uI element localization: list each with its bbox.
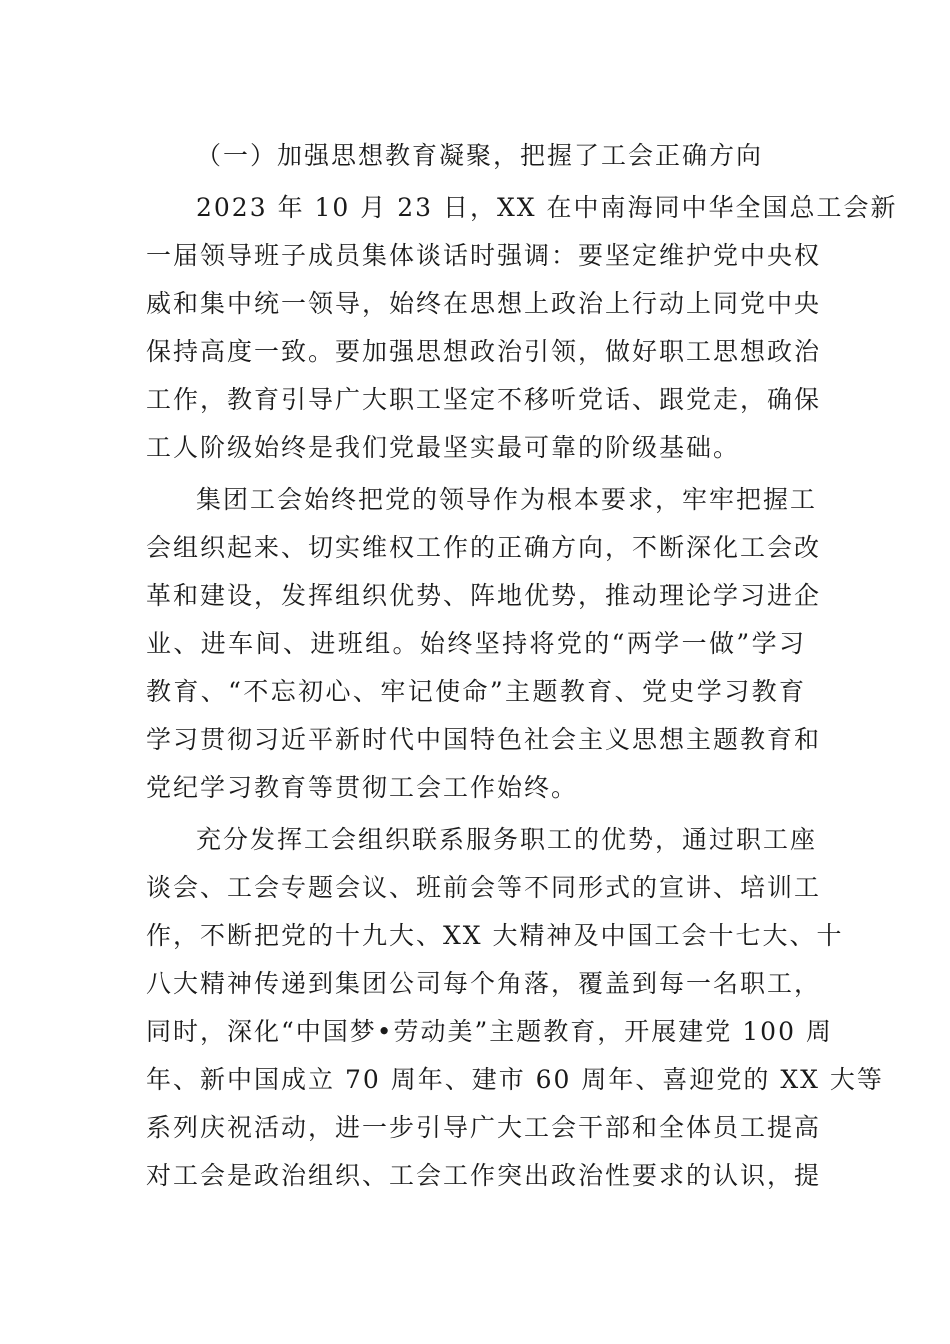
- paragraph-1-line-4: 保持高度一致。要加强思想政治引领，做好职工思想政治: [146, 337, 822, 366]
- paragraph-3-line-6: 年、新中国成立 70 周年、建市 60 周年、喜迎党的 XX 大等: [146, 1065, 884, 1094]
- section-heading: （一）加强思想教育凝聚，把握了工会正确方向: [196, 141, 764, 170]
- paragraph-1-line-5: 工作，教育引导广大职工坚定不移听党话、跟党走，确保: [146, 385, 822, 414]
- paragraph-1-line-2: 一届领导班子成员集体谈话时强调：要坚定维护党中央权: [146, 241, 822, 270]
- paragraph-2-line-3: 革和建设，发挥组织优势、阵地优势，推动理论学习进企: [146, 581, 822, 610]
- paragraph-2-line-6: 学习贯彻习近平新时代中国特色社会主义思想主题教育和: [146, 725, 822, 754]
- paragraph-3-line-3: 作，不断把党的十九大、XX 大精神及中国工会十七大、十: [146, 921, 844, 950]
- paragraph-3-line-4: 八大精神传递到集团公司每个角落，覆盖到每一名职工，: [146, 969, 822, 998]
- paragraph-3-line-1: 充分发挥工会组织联系服务职工的优势，通过职工座: [196, 825, 818, 854]
- paragraph-2-line-2: 会组织起来、切实维权工作的正确方向，不断深化工会改: [146, 533, 822, 562]
- paragraph-2-line-4: 业、进车间、进班组。始终坚持将党的“两学一做”学习: [146, 629, 806, 658]
- paragraph-1-line-1: 2023 年 10 月 23 日，XX 在中南海同中华全国总工会新: [196, 193, 898, 222]
- paragraph-3-line-5: 同时，深化“中国梦•劳动美”主题教育，开展建党 100 周: [146, 1017, 833, 1046]
- paragraph-3-line-7: 系列庆祝活动，进一步引导广大工会干部和全体员工提高: [146, 1113, 822, 1142]
- paragraph-2-line-7: 党纪学习教育等贯彻工会工作始终。: [146, 773, 579, 802]
- paragraph-2-line-5: 教育、“不忘初心、牢记使命”主题教育、党史学习教育: [146, 677, 806, 706]
- paragraph-3-line-8: 对工会是政治组织、工会工作突出政治性要求的认识，提: [146, 1161, 822, 1190]
- paragraph-3-line-2: 谈会、工会专题会议、班前会等不同形式的宣讲、培训工: [146, 873, 822, 902]
- paragraph-1-line-6: 工人阶级始终是我们党最坚实最可靠的阶级基础。: [146, 433, 741, 462]
- paragraph-1-line-3: 威和集中统一领导，始终在思想上政治上行动上同党中央: [146, 289, 822, 318]
- paragraph-2-line-1: 集团工会始终把党的领导作为根本要求，牢牢把握工: [196, 485, 818, 514]
